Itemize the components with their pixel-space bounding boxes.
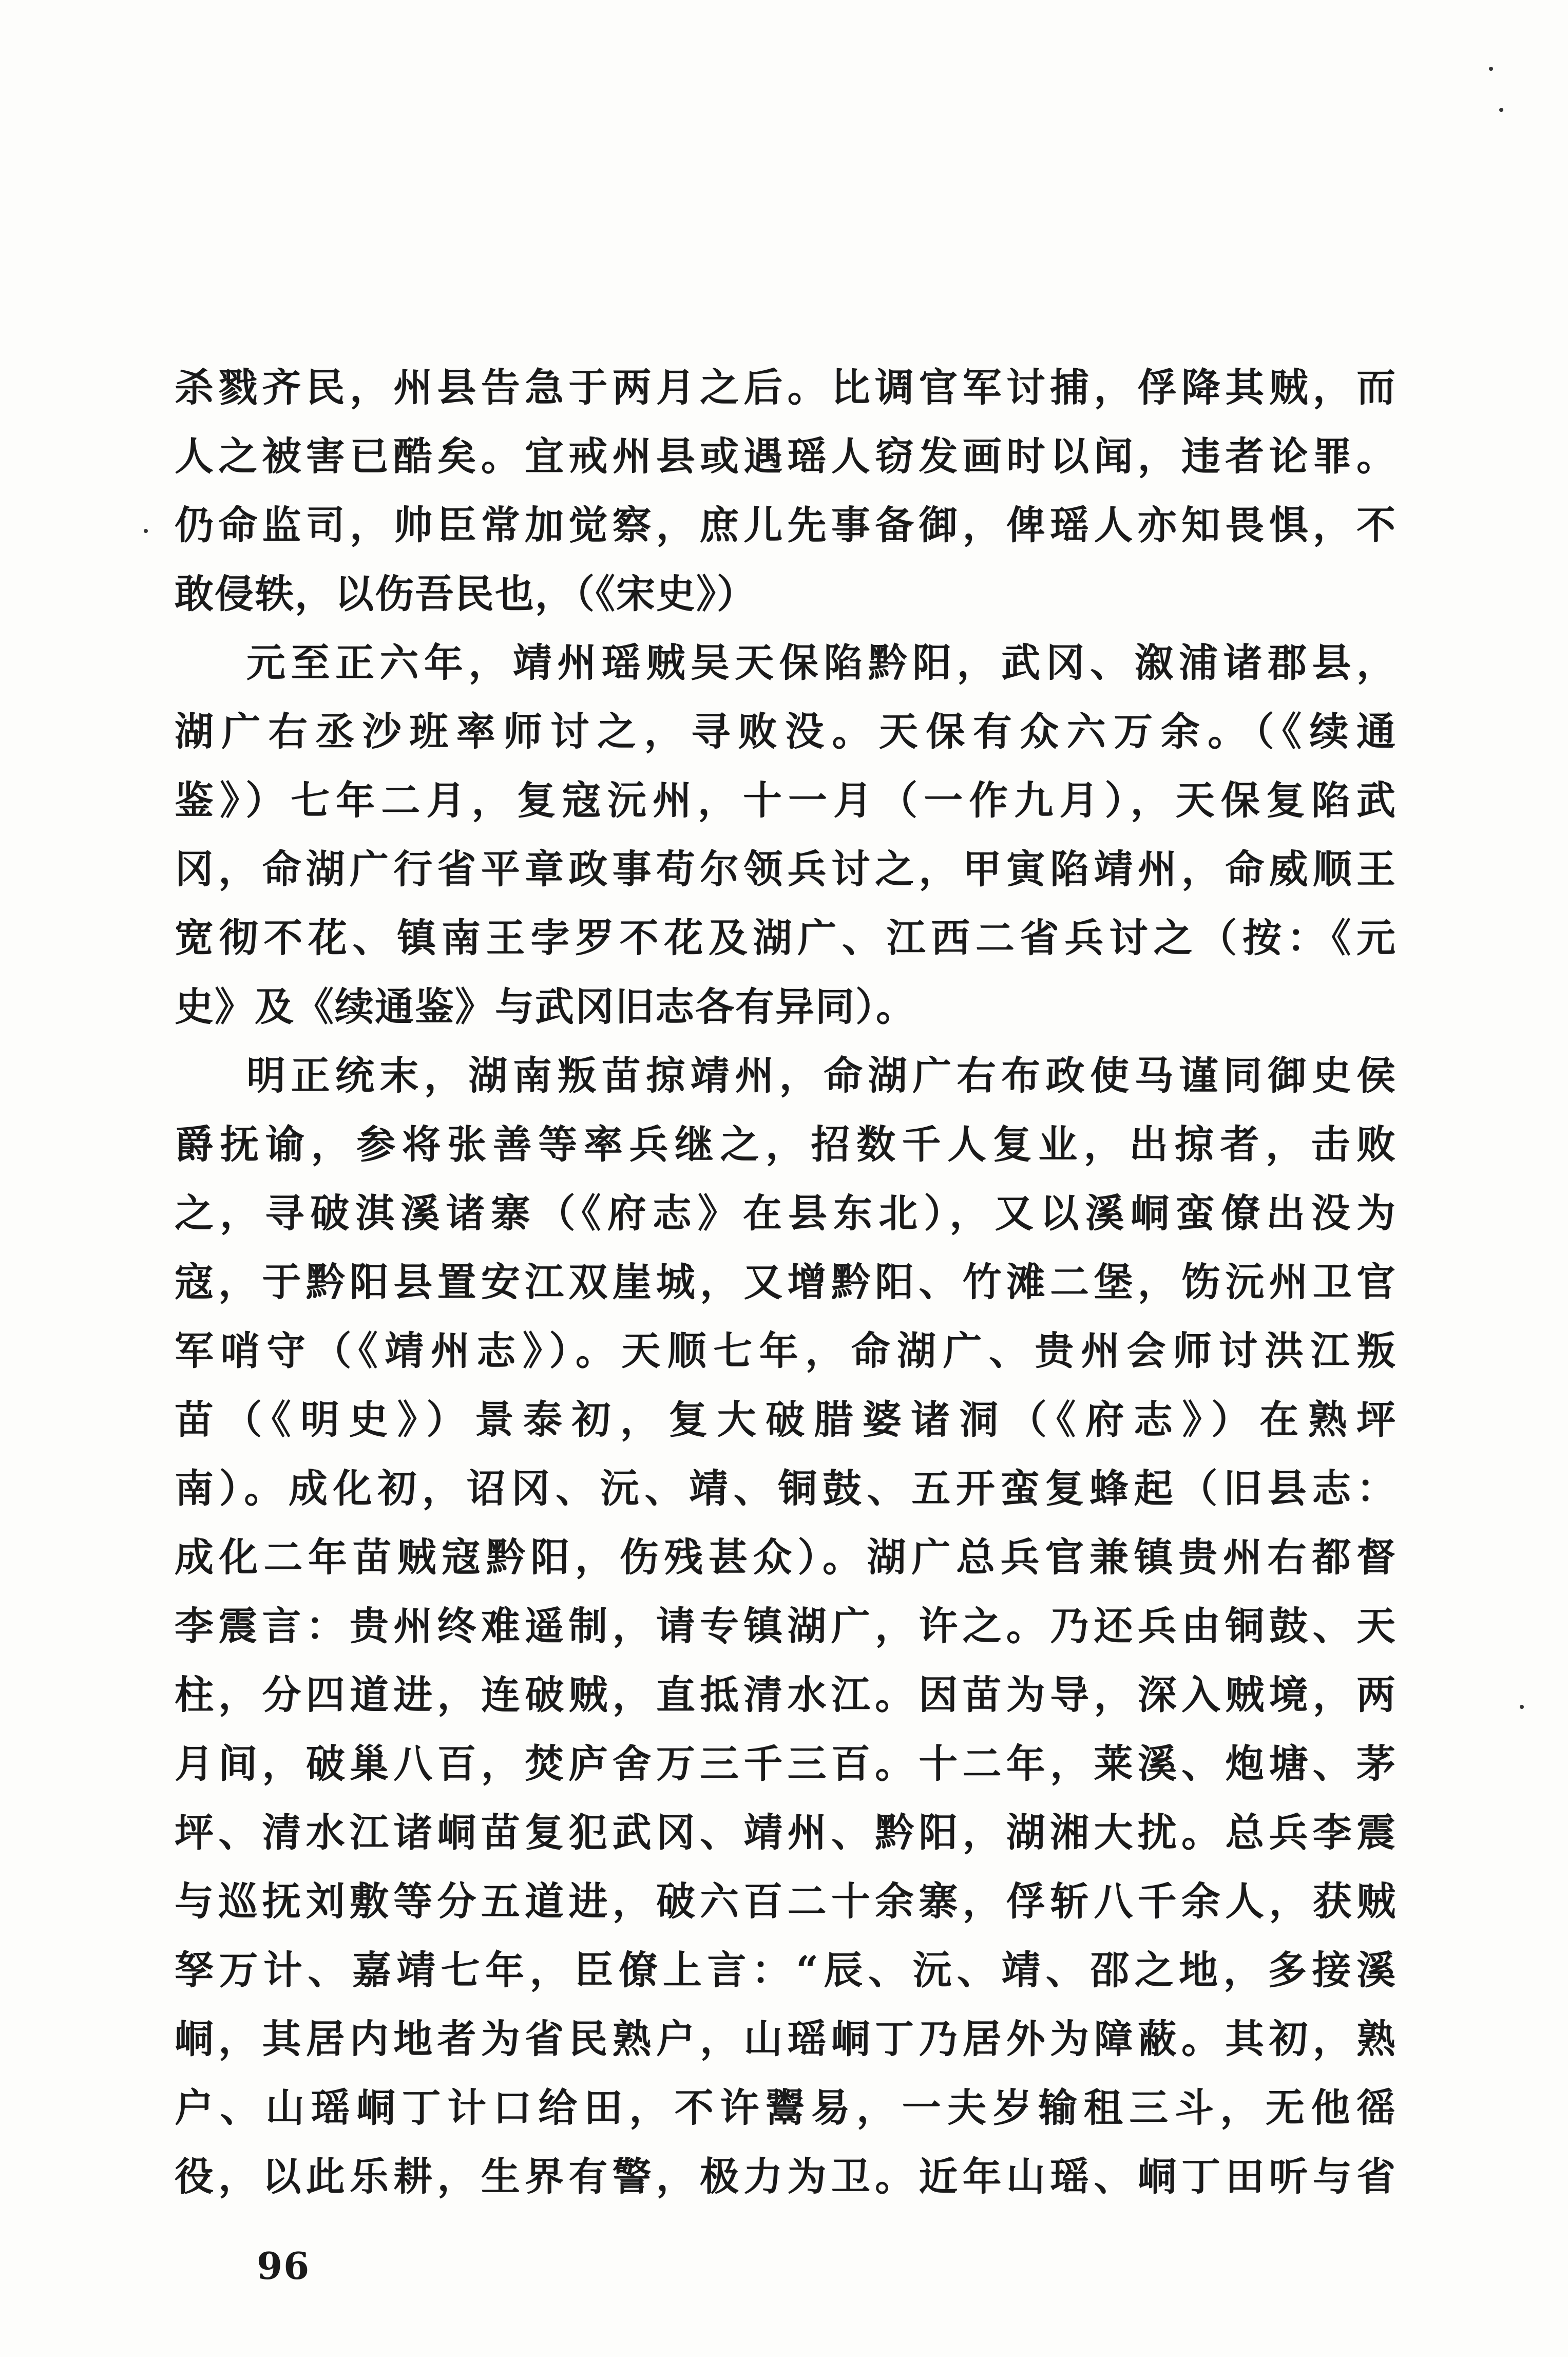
text-line: 李震言：贵州终难遥制，请专镇湖广，许之。乃还兵由铜鼓、天	[175, 1603, 1397, 1649]
text-line: 爵抚谕，参将张善等率兵继之，招数千人复业，出掠者，击败	[175, 1122, 1397, 1167]
page-number: 96	[257, 2244, 311, 2288]
text-line: 杀戮齐民，州县告急于两月之后。比调官军讨捕，俘降其贼，而	[175, 365, 1397, 410]
text-line: 与巡抚刘敷等分五道进，破六百二十余寨，俘斩八千余人，获贼	[175, 1878, 1397, 1924]
text-line: 峒，其居内地者为省民熟户，山瑶峒丁乃居外为障蔽。其初，熟	[175, 2016, 1397, 2062]
text-line: 史》及《续通鉴》与武冈旧志各有异同）。	[175, 984, 916, 1030]
text-line: 湖广右丞沙班率师讨之，寻败没。天保有众六万余。（《续通	[175, 709, 1397, 754]
text-line: 军哨守（《靖州志》）。天顺七年，命湖广、贵州会师讨洪江叛	[175, 1328, 1397, 1374]
text-line: 寇，于黔阳县置安江双崖城，又增黔阳、竹滩二堡，饬沅州卫官	[175, 1259, 1397, 1305]
text-line: 苗（《明史》）景泰初，复大破腊婆诸洞（《府志》）在熟坪	[175, 1397, 1397, 1442]
scan-speck	[1499, 108, 1503, 112]
text-line: 柱，分四道进，连破贼，直抵清水江。因苗为导，深入贼境，两	[175, 1672, 1397, 1718]
scan-speck	[1489, 67, 1493, 71]
text-line: 人之被害已酷矣。宜戒州县或遇瑶人窃发画时以闻，违者论罪。	[175, 433, 1397, 479]
paragraph-first-line: 明正统末，湖南叛苗掠靖州，命湖广右布政使马谨同御史侯	[246, 1053, 1397, 1098]
text-line: 坪、清水江诸峒苗复犯武冈、靖州、黔阳，湖湘大扰。总兵李震	[175, 1810, 1397, 1855]
text-line: 役，以此乐耕，生界有警，极力为卫。近年山瑶、峒丁田听与省	[175, 2154, 1397, 2199]
text-line: 成化二年苗贼寇黔阳，伤残甚众）。湖广总兵官兼镇贵州右都督	[175, 1534, 1397, 1580]
text-line: 之，寻破淇溪诸寨（《府志》在县东北），又以溪峒蛮僚出没为	[175, 1190, 1397, 1236]
paragraph-first-line: 元至正六年，靖州瑶贼吴天保陷黔阳，武冈、溆浦诸郡县，	[246, 640, 1397, 686]
text-line: 鉴》）七年二月，复寇沅州，十一月（一作九月），天保复陷武	[175, 777, 1397, 823]
text-line: 户、山瑶峒丁计口给田，不许鬻易，一夫岁输租三斗，无他徭	[175, 2085, 1397, 2131]
text-line: 宽彻不花、镇南王孛罗不花及湖广、江西二省兵讨之（按：《元	[175, 915, 1397, 961]
text-line: 仍命监司，帅臣常加觉察，庶儿先事备御，俾瑶人亦知畏惧，不	[175, 502, 1397, 548]
text-line: 孥万计、嘉靖七年，臣僚上言：“辰、沅、靖、邵之地，多接溪	[175, 1947, 1397, 1993]
text-line: 冈，命湖广行省平章政事苟尔领兵讨之，甲寅陷靖州，命威顺王	[175, 846, 1397, 892]
text-line: 南）。成化初，诏冈、沅、靖、铜鼓、五开蛮复蜂起（旧县志：	[175, 1466, 1397, 1511]
text-line: 敢侵轶，以伤吾民也，（《宋史》）	[175, 571, 757, 617]
text-line: 月间，破巢八百，焚庐舍万三千三百。十二年，莱溪、炮塘、茅	[175, 1741, 1397, 1786]
scan-speck	[144, 529, 148, 533]
scan-speck	[1520, 1705, 1524, 1709]
